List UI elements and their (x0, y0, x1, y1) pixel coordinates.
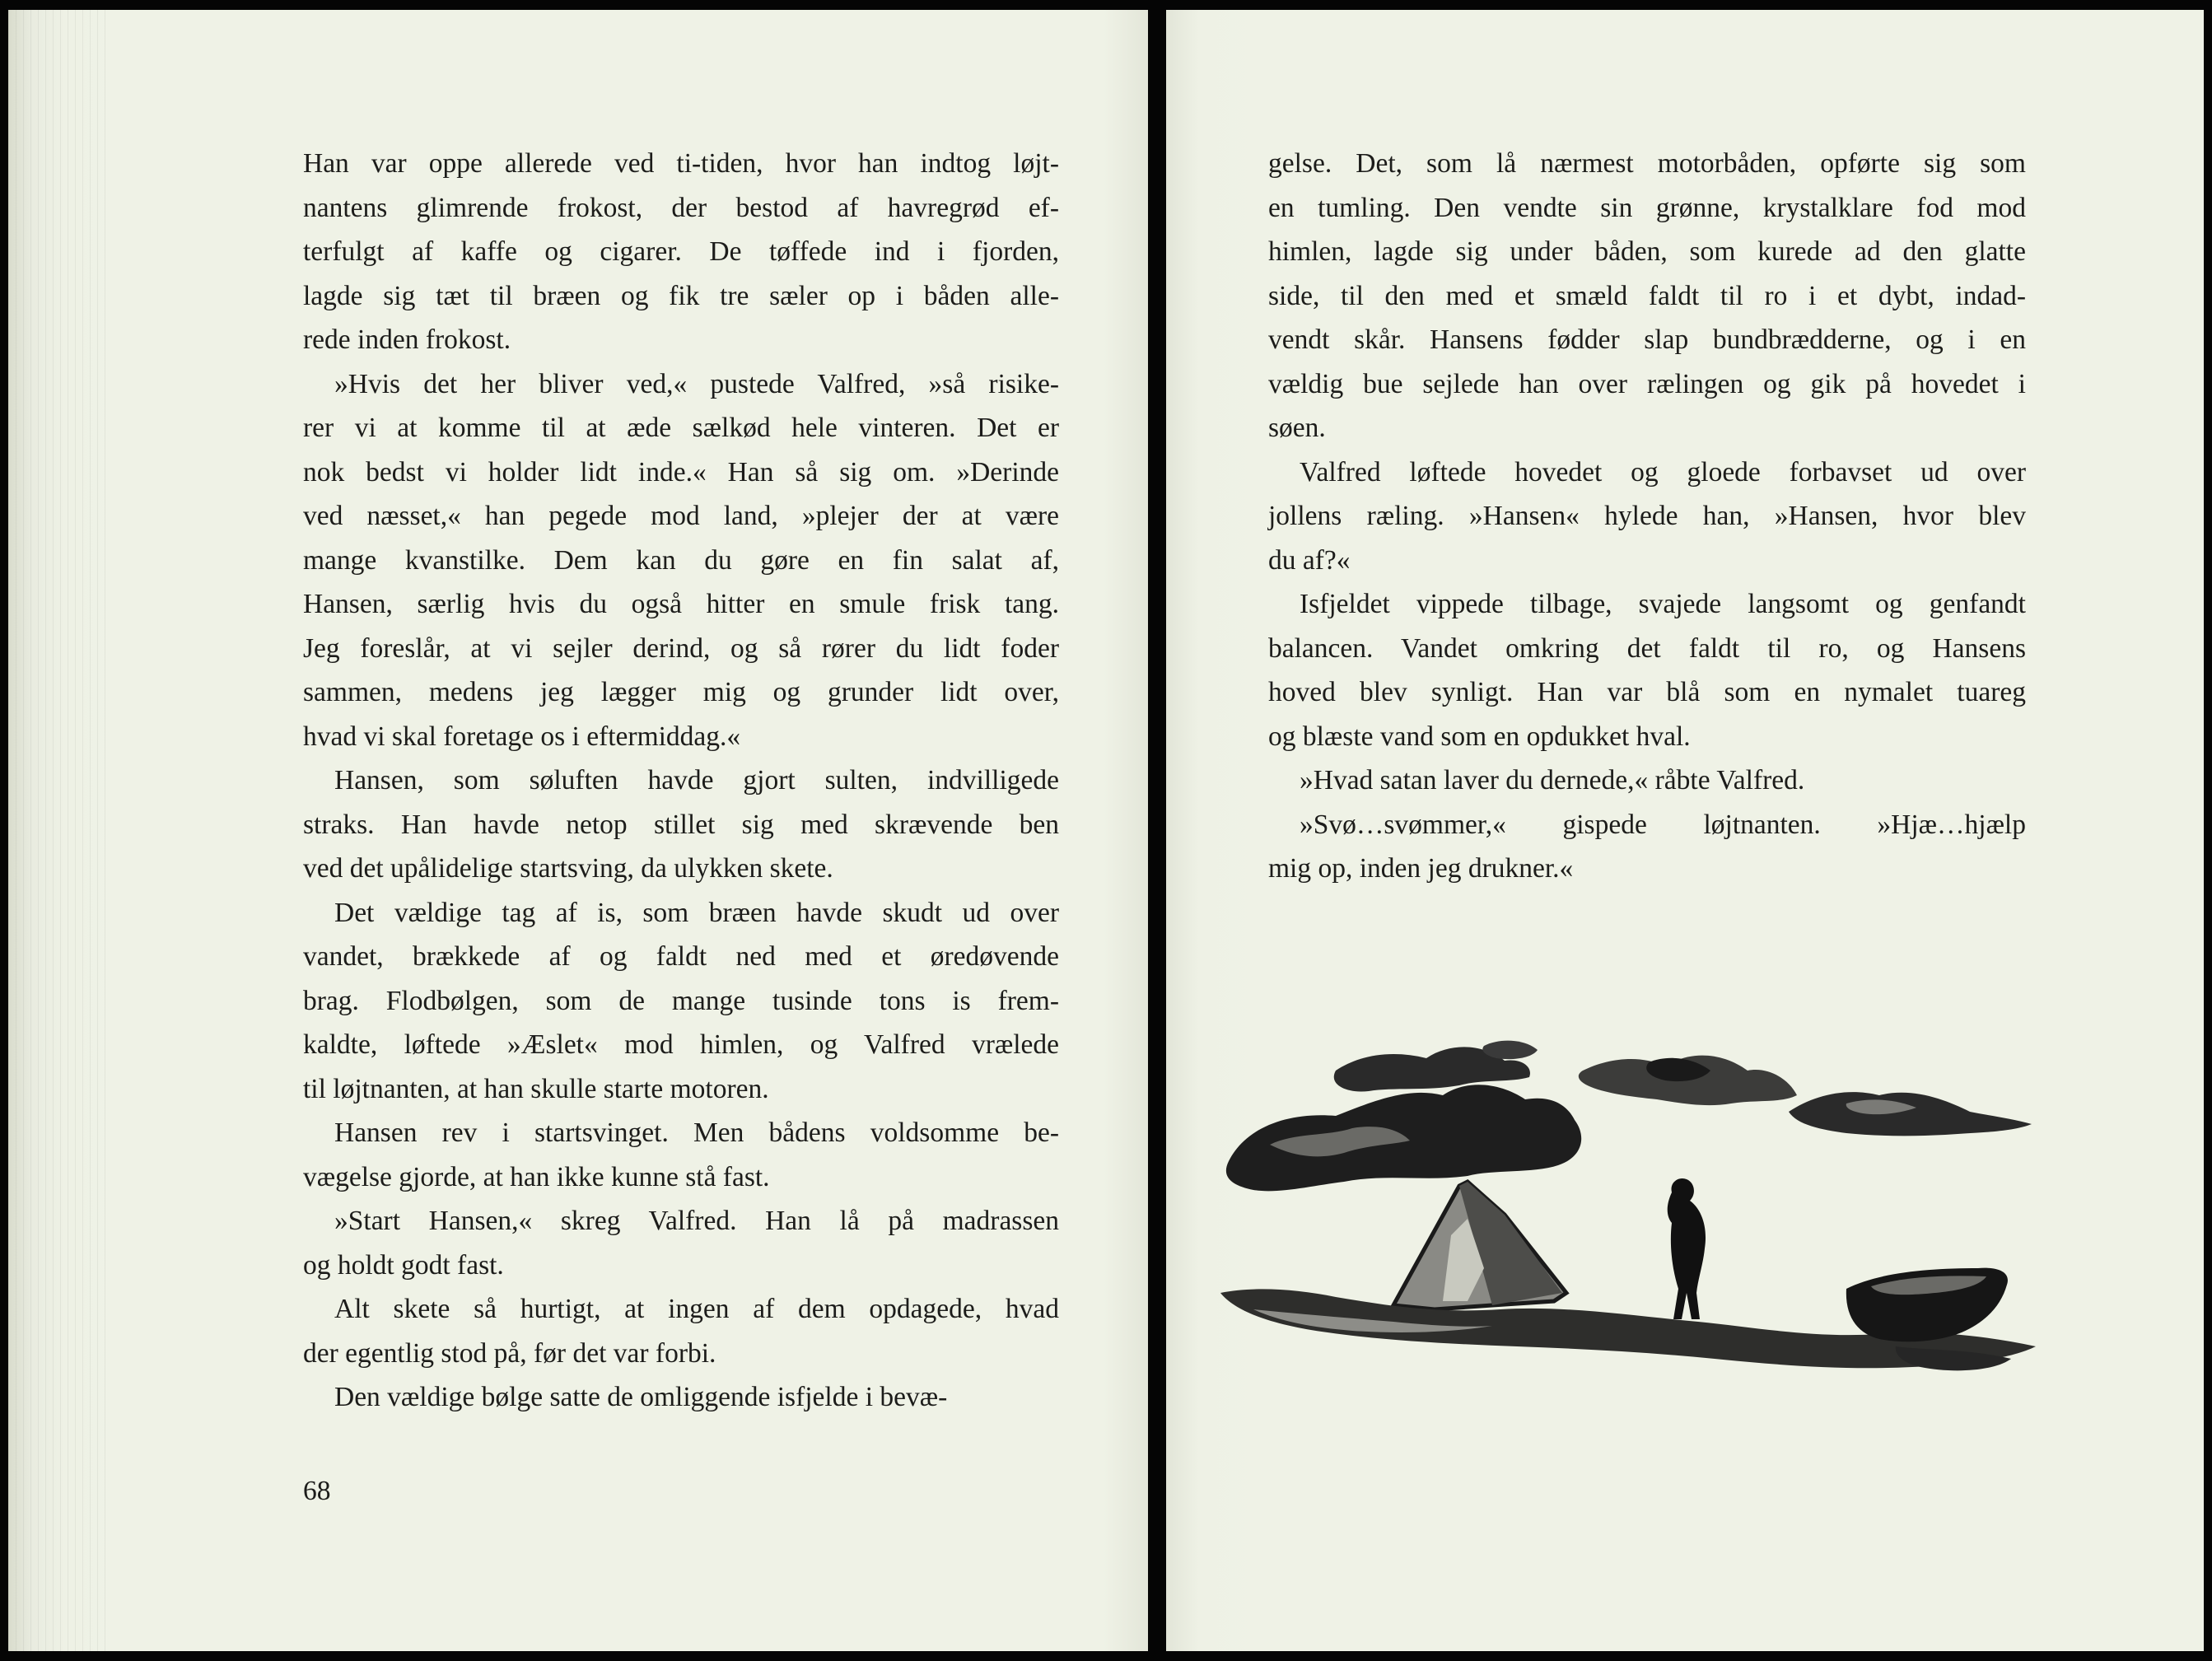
text-line: Det vældige tag af is, som bræen havde skudt ud over (334, 897, 1059, 928)
text-line: og blæste vand som en opdukket hval. (1268, 721, 1691, 752)
cloud-upper-middle (1482, 1041, 1538, 1059)
text-line: terfulgt af kaffe og cigarer. De tøffede ind i fjorden, (303, 236, 1059, 267)
text-line: side, til den med et smæld faldt til ro i et dybt, indad- (1268, 280, 2026, 311)
text-line: mange kvanstilke. Dem kan du gøre en fin salat af, (303, 544, 1059, 576)
text-line: der egentlig stod på, før det var forbi. (303, 1337, 716, 1369)
text-line: brag. Flodbølgen, som de mange tusinde tons is frem- (303, 985, 1059, 1016)
text-line: vægelse gjorde, at han ikke kunne stå fast. (303, 1161, 770, 1192)
page-edge-stack (8, 10, 107, 1651)
text-line: gelse. Det, som lå nærmest motorbåden, opførte sig som (1268, 148, 2026, 179)
text-line: straks. Han havde netop stillet sig med skrævende ben (303, 809, 1059, 840)
page-number: 68 (303, 1476, 331, 1506)
mountain-right-shape (1789, 1092, 2032, 1136)
text-line: Den vældige bølge satte de omliggende isfjelde i bevæ- (334, 1382, 948, 1412)
right-page-text (1268, 142, 2026, 891)
text-line: nantens glimrende frokost, der bestod af havregrød ef- (303, 192, 1059, 223)
text-line: vendt skår. Hansens fødder slap bundbrædderne, og i en (1268, 324, 2026, 355)
text-line: rede inden frokost. (303, 324, 511, 355)
left-page (8, 10, 1148, 1651)
text-line: Hansen rev i startsvinget. Men bådens voldsomme be- (334, 1117, 1059, 1148)
right-page (1166, 10, 2204, 1651)
text-line: »Svø…svømmer,« gispede løjtnanten. »Hjæ…hjælp (1300, 809, 2026, 840)
text-line: du af?« (1268, 544, 1351, 576)
standing-figure (1668, 1178, 1706, 1319)
text-line: hvad vi skal foretage os i eftermiddag.« (303, 721, 741, 752)
text-line: kaldte, løftede »Æslet« mod himlen, og Valfred vrælede (303, 1029, 1059, 1060)
text-line: balancen. Vandet omkring det faldt til ro, og Hansens (1268, 632, 2026, 664)
text-line: ved det upålidelige startsving, da ulykken skete. (303, 853, 833, 884)
text-line: til løjtnanten, at han skulle starte motoren. (303, 1073, 769, 1104)
text-line: Han var oppe allerede ved ti-tiden, hvor han indtog løjt- (303, 148, 1059, 179)
text-line: søen. (1268, 413, 1326, 443)
text-line: Hansen, særlig hvis du også hitter en smule frisk tang. (303, 589, 1059, 619)
text-line: en tumling. Den vendte sin grønne, krystalklare fod mod (1268, 192, 2026, 223)
text-line: vældig bue sejlede han over rælingen og gik på hovedet i (1268, 368, 2026, 399)
text-line: Isfjeldet vippede tilbage, svajede langsomt og genfandt (1300, 589, 2026, 619)
text-line: ved næsset,« han pegede mod land, »plejer der at være (303, 501, 1059, 531)
text-line: rer vi at komme til at æde sælkød hele vinteren. Det er (303, 413, 1059, 443)
text-line: Jeg foreslår, at vi sejler derind, og så rører du lidt foder (303, 632, 1059, 664)
text-line: vandet, brækkede af og faldt ned med et øredøvende (303, 941, 1059, 972)
text-line: nok bedst vi holder lidt inde.« Han så sig om. »Derinde (303, 456, 1059, 488)
text-line: »Hvis det her bliver ved,« pustede Valfred, »så risike- (334, 368, 1059, 399)
text-line: hoved blev synligt. Han var blå som en nymalet tuareg (1268, 677, 2026, 707)
text-line: lagde sig tæt til bræen og fik tre sæler op i båden alle- (303, 280, 1059, 311)
text-line: »Start Hansen,« skreg Valfred. Han lå på madrassen (334, 1206, 1059, 1236)
ink-illustration (1220, 1021, 2044, 1416)
text-line: Hansen, som søluften havde gjort sulten, indvilligede (334, 765, 1059, 796)
text-line: sammen, medens jeg lægger mig og grunder lidt over, (303, 677, 1059, 707)
text-line: Valfred løftede hovedet og gloede forbavset ud over (1300, 456, 2026, 488)
text-line: himlen, lagde sig under båden, som kurede ad den glatte (1268, 236, 2026, 267)
text-line: Alt skete så hurtigt, at ingen af dem opdagede, hvad (334, 1294, 1059, 1324)
left-page-text (303, 142, 1059, 1420)
text-line: mig op, inden jeg drukner.« (1268, 853, 1574, 884)
text-line: »Hvad satan laver du dernede,« råbte Valfred. (1300, 765, 1805, 796)
text-line: og holdt godt fast. (303, 1249, 504, 1281)
text-line: jollens ræling. »Hansen« hylede han, »Hansen, hvor blev (1268, 501, 2026, 531)
